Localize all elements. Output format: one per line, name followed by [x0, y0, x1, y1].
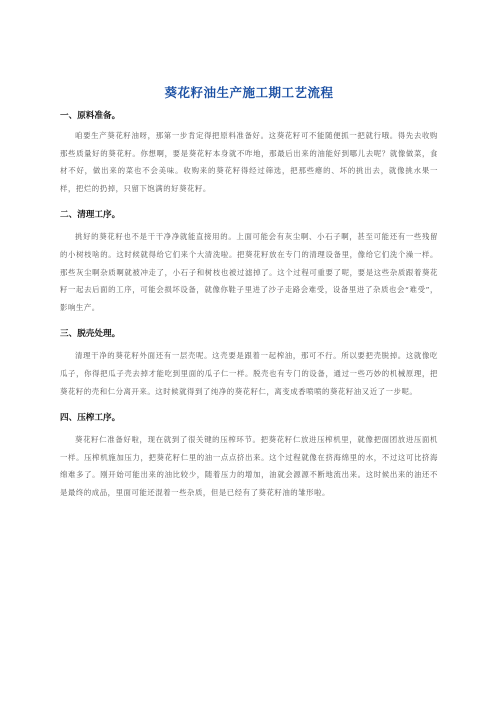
section-paragraph: 挑好的葵花籽也不是干干净净就能直接用的。上面可能会有灰尘啊、小石子啊，甚至可能还有一些残留的小树枝啥的。这时候就得给它们来个大清洗啦。把葵花籽放在专门的清理设备里，像给它们洗个澡一样。那些灰尘啊杂质啊就被冲走了，小石子和树枝也被过滤掉了。这个过程可重要了呢，要是这些杂质跟着葵花籽一起去后面的工序，可能会损坏设备，就像你鞋子里进了沙子走路会难受，设备里进了杂质也会“难受”，影响生产。: [60, 232, 438, 312]
section-cleaning-process: [60, 209, 438, 316]
section-paragraph: 清理干净的葵花籽外面还有一层壳呢。这壳要是跟着一起榨油，那可不行。所以要把壳脱掉。这就像吃瓜子，你得把瓜子壳去掉才能吃到里面的瓜子仁一样。脱壳也有专门的设备，通过一些巧妙的机械原理，把葵花籽的壳和仁分离开来。这时候就得到了纯净的葵花籽仁，离变成香喷喷的葵花籽油又近了一步呢。: [60, 351, 438, 396]
section-heading: 二、清理工序。: [60, 210, 121, 221]
section-paragraph: 葵花籽仁准备好啦，现在就到了很关键的压榨环节。把葵花籽仁放进压榨机里，就像把面团放进压面机一样。压榨机施加压力，把葵花籽仁里的油一点点挤出来。这个过程就像在挤海绵里的水，不过这可比挤海绵难多了。刚开始可能出来的油比较少，随着压力的增加，油就会源源不断地流出来。这时候出来的油还不是最终的成品，里面可能还混着一些杂质，但是已经有了葵花籽油的雏形啦。: [60, 435, 438, 497]
section-pressing: [60, 412, 438, 501]
page-title: 葵花籽油生产施工期工艺流程: [164, 85, 334, 100]
section-raw-material-preparation: [60, 110, 438, 197]
section-heading: 一、原料准备。: [60, 111, 121, 121]
section-heading: 四、压榨工序。: [60, 413, 121, 424]
section-paragraph: 咱要生产葵花籽油呀，那第一步肯定得把原料准备好。这葵花籽可不能随便抓一把就行哦。得先去收购那些质量好的葵花籽。你想啊，要是葵花籽本身就不咋地，那最后出来的油能好到哪儿去呢？就像做菜，食材不好，做出来的菜也不会美味。收购来的葵花籽得经过筛选，把那些瘪的、坏的挑出去，就像挑水果一样，把烂的扔掉，只留下饱满的好葵花籽。: [60, 131, 438, 193]
section-dehulling: [60, 328, 438, 400]
document-page: [60, 0, 438, 502]
section-heading: 三、脱壳处理。: [60, 329, 121, 340]
